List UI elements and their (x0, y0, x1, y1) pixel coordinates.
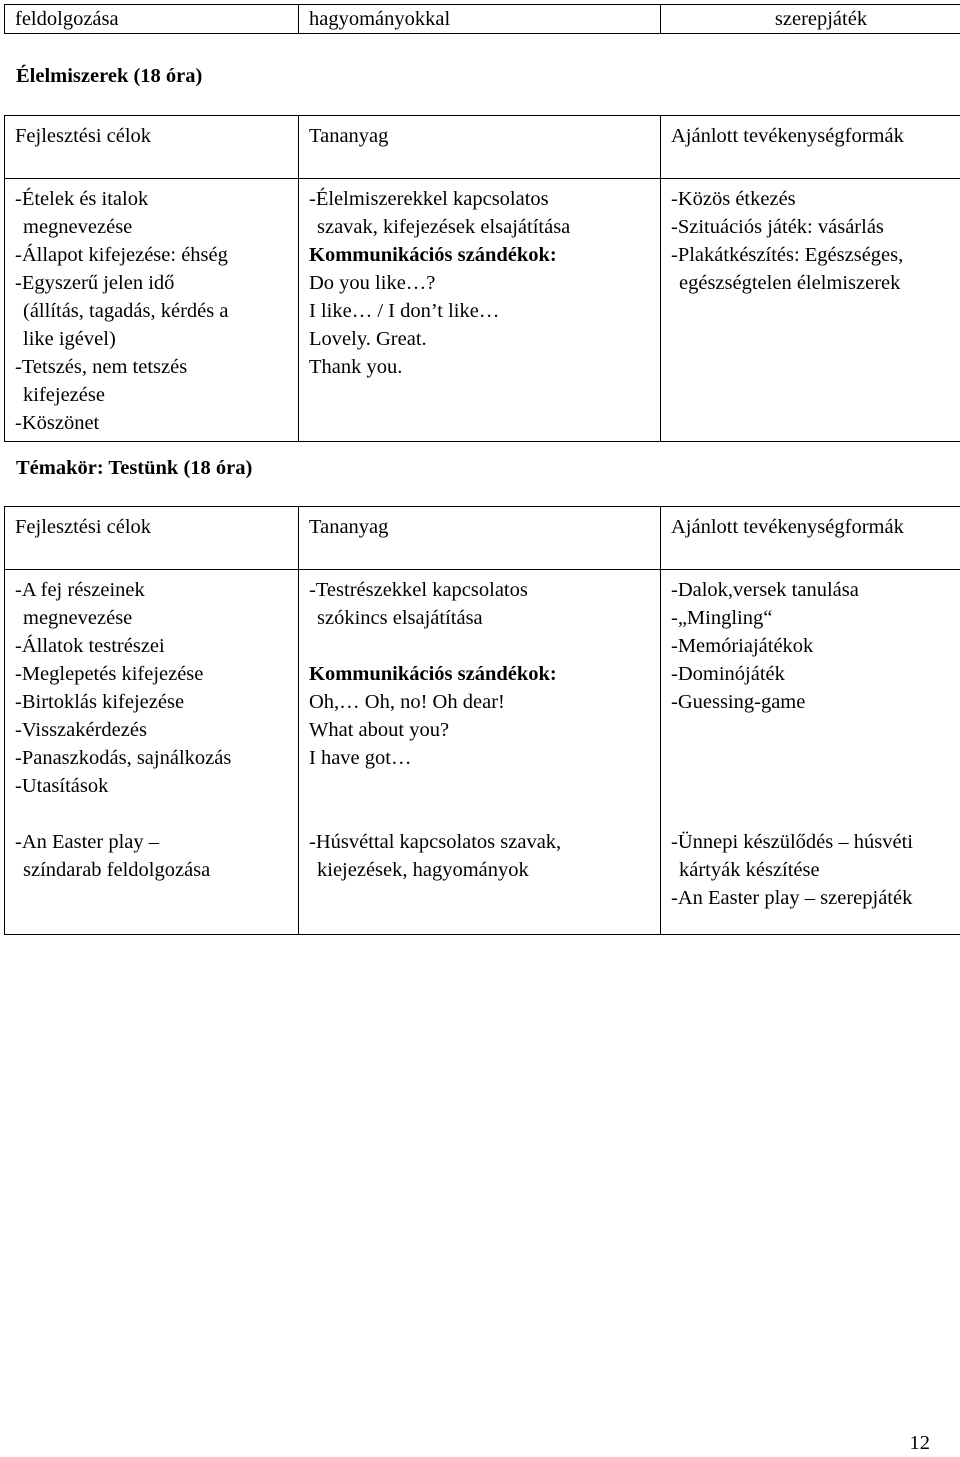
goal-line: -Tetszés, nem tetszés (15, 353, 298, 381)
goal-line: like igével) (15, 325, 298, 353)
content-line: kiejezések, hagyományok (309, 856, 660, 884)
activity-line: -Közös étkezés (671, 185, 960, 213)
goal-line: -Visszakérdezés (15, 716, 298, 744)
activity-line: -„Mingling“ (671, 604, 960, 632)
communication-phrase: Thank you. (309, 353, 660, 381)
goal-line: -Állapot kifejezése: éhség (15, 241, 298, 269)
section-heading-testunk: Témakör: Testünk (18 óra) (16, 454, 252, 482)
table-cell (5, 5, 299, 34)
column-header-content: Tananyag (299, 507, 661, 570)
goal-line: -Meglepetés kifejezése (15, 660, 298, 688)
table-cell (299, 5, 661, 34)
column-header-goals: Fejlesztési célok (5, 507, 299, 570)
goal-line: -Utasítások (15, 772, 298, 800)
content-cell (299, 179, 661, 442)
activity-line: egészségtelen élelmiszerek (671, 269, 960, 297)
spacer (671, 772, 960, 800)
content-line: -Húsvéttal kapcsolatos szavak, (309, 828, 660, 856)
activity-line: -Szituációs játék: vásárlás (671, 213, 960, 241)
goal-line: -Panaszkodás, sajnálkozás (15, 744, 298, 772)
table-header-row (5, 507, 960, 570)
goal-line: színdarab feldolgozása (15, 856, 298, 884)
goal-line: -A fej részeinek (15, 576, 298, 604)
spacer (671, 716, 960, 744)
goal-line: megnevezése (15, 604, 298, 632)
content-line: -Élelmiszerekkel kapcsolatos (309, 185, 660, 213)
communication-phrase: I have got… (309, 744, 660, 772)
activity-line: -Memóriajátékok (671, 632, 960, 660)
table-row (5, 179, 960, 442)
goal-line: (állítás, tagadás, kérdés a (15, 297, 298, 325)
activity-line: -An Easter play – szerepjáték (671, 884, 960, 912)
cell-text: hagyományokkal (309, 5, 660, 33)
goal-line: -Köszönet (15, 409, 298, 437)
communication-phrase: I like… / I don’t like… (309, 297, 660, 325)
activity-line: -Dominójáték (671, 660, 960, 688)
activities-cell (661, 179, 960, 442)
page-number: 12 (910, 1429, 931, 1457)
table-row (5, 570, 960, 935)
spacer (309, 772, 660, 800)
spacer (309, 800, 660, 828)
communication-phrase: Oh,… Oh, no! Oh dear! (309, 688, 660, 716)
content-line: szavak, kifejezések elsajátítása (309, 213, 660, 241)
activity-line: -Ünnepi készülődés – húsvéti (671, 828, 960, 856)
activities-cell (661, 570, 960, 935)
communication-phrase: Lovely. Great. (309, 325, 660, 353)
content-line: szókincs elsajátítása (309, 604, 660, 632)
content-line: -Testrészekkel kapcsolatos (309, 576, 660, 604)
goal-line: -Állatok testrészei (15, 632, 298, 660)
table-header-row (5, 116, 960, 179)
spacer (671, 744, 960, 772)
communication-label: Kommunikációs szándékok: (309, 660, 660, 688)
cell-text: feldolgozása (15, 5, 298, 33)
goal-line: -Egyszerű jelen idő (15, 269, 298, 297)
activity-line: -Guessing-game (671, 688, 960, 716)
column-header-goals: Fejlesztési célok (5, 116, 299, 179)
goal-line: -Birtoklás kifejezése (15, 688, 298, 716)
goal-line: -An Easter play – (15, 828, 298, 856)
section-heading-elelmiszerek: Élelmiszerek (18 óra) (16, 62, 202, 90)
previous-table-continuation (4, 4, 960, 34)
activity-line: kártyák készítése (671, 856, 960, 884)
communication-phrase: Do you like…? (309, 269, 660, 297)
column-header-activities: Ajánlott tevékenységformák (661, 116, 960, 179)
table-row (5, 5, 960, 34)
column-header-activities: Ajánlott tevékenységformák (661, 507, 960, 570)
column-header-content: Tananyag (299, 116, 661, 179)
goal-line: megnevezése (15, 213, 298, 241)
spacer (15, 800, 298, 828)
section-table-elelmiszerek (4, 115, 960, 442)
content-cell (299, 570, 661, 935)
activity-line: -Dalok,versek tanulása (671, 576, 960, 604)
goals-cell (5, 570, 299, 935)
goal-line: kifejezése (15, 381, 298, 409)
goal-line: -Ételek és italok (15, 185, 298, 213)
section-table-testunk (4, 506, 960, 935)
goals-cell (5, 179, 299, 442)
communication-phrase: What about you? (309, 716, 660, 744)
spacer (671, 800, 960, 828)
activity-line: -Plakátkészítés: Egészséges, (671, 241, 960, 269)
cell-text: szerepjáték (661, 5, 960, 33)
spacer (309, 632, 660, 660)
communication-label: Kommunikációs szándékok: (309, 241, 660, 269)
table-cell (661, 5, 960, 34)
